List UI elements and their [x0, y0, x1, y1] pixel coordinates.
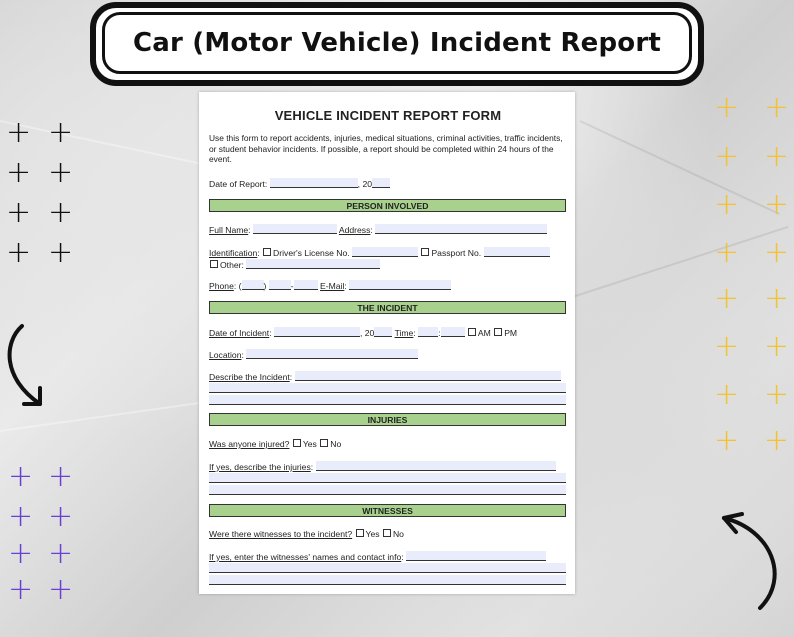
plus-icon: + — [764, 139, 790, 174]
plus-icon: + — [48, 115, 74, 150]
witness-question-row — [209, 529, 404, 539]
phone-prefix-field[interactable] — [269, 280, 291, 290]
pm-checkbox[interactable] — [494, 328, 502, 336]
plus-icon: + — [6, 155, 32, 190]
plus-icon: + — [6, 115, 32, 150]
am-label: AM — [477, 328, 491, 338]
am-checkbox[interactable] — [468, 328, 476, 336]
email-field[interactable] — [349, 280, 451, 290]
other-id-row — [209, 259, 380, 270]
witness-no-label: No — [392, 529, 404, 539]
plus-icon: + — [8, 459, 34, 494]
injuries-describe-field[interactable] — [316, 461, 556, 471]
injured-yes-checkbox[interactable] — [293, 439, 301, 447]
plus-icon: + — [764, 187, 790, 222]
plus-icon: + — [764, 329, 790, 364]
location-label: Location — [209, 350, 242, 360]
location-row: Location: — [209, 349, 418, 360]
paper-crease — [580, 120, 780, 215]
injured-no-checkbox[interactable] — [320, 439, 328, 447]
pm-label: PM — [504, 328, 518, 338]
email-label: E-Mail — [320, 281, 345, 291]
plus-icon: + — [714, 377, 740, 412]
describe-incident-label: Describe the Incident — [209, 372, 290, 382]
phone-open: : ( — [233, 281, 242, 291]
plus-icon: + — [714, 235, 740, 270]
date-of-report-row — [209, 178, 390, 189]
plus-icon: + — [48, 155, 74, 190]
curved-arrow-icon — [0, 320, 60, 415]
date-of-incident-label: Date of Incident — [209, 328, 270, 338]
plus-icon: + — [714, 90, 740, 125]
witness-names-field[interactable] — [406, 551, 546, 561]
address-label: Address — [338, 225, 371, 235]
phone-label: Phone — [209, 281, 234, 291]
identification-row: Identification: Driver's License No. Passport No. — [209, 247, 550, 258]
date-of-report-label: Date of Report: — [209, 179, 268, 189]
plus-icon: + — [764, 423, 790, 458]
location-field[interactable] — [246, 349, 418, 359]
other-id-checkbox[interactable] — [210, 260, 218, 268]
incident-year-prefix: , 20 — [359, 328, 375, 338]
phone-close: ) — [263, 281, 267, 291]
curved-arrow-icon — [712, 508, 787, 613]
date-of-report-year-field[interactable] — [372, 178, 390, 188]
form-intro: Use this form to report accidents, injuries, medical situations, criminal activities, traffic incidents, or student behavior incidents. If possible, a report should be completed within 24 hours of the event. — [209, 133, 563, 164]
phone-dash: - — [290, 281, 294, 291]
plus-icon: + — [714, 423, 740, 458]
full-name-field[interactable] — [253, 224, 337, 234]
injured-yes-label: Yes — [302, 439, 317, 449]
phone-line-field[interactable] — [294, 280, 318, 290]
full-name-label: Full Name — [209, 225, 249, 235]
section-injuries: INJURIES — [209, 413, 566, 426]
incident-date-time-row: Date of Incident: , 20 Time: : AM PM — [209, 328, 518, 338]
drivers-license-checkbox[interactable] — [263, 248, 271, 256]
injured-no-label: No — [330, 439, 342, 449]
passport-field[interactable] — [484, 247, 550, 257]
plus-icon: + — [764, 235, 790, 270]
banner-title: Car (Motor Vehicle) Incident Report — [132, 28, 662, 58]
address-field[interactable] — [375, 224, 547, 234]
witness-yes-label: Yes — [365, 529, 380, 539]
injuries-describe-row: If yes, describe the injuries: — [209, 461, 556, 472]
date-of-incident-field[interactable] — [274, 327, 360, 337]
plus-icon: + — [48, 536, 74, 571]
incident-year-field[interactable] — [374, 327, 392, 337]
plus-icon: + — [8, 536, 34, 571]
time-minute-field[interactable] — [441, 327, 465, 337]
witness-names-line[interactable] — [209, 575, 566, 585]
witness-names-row: If yes, enter the witnesses' names and contact info: — [209, 551, 546, 562]
plus-icon: + — [48, 459, 74, 494]
date-of-report-field[interactable] — [270, 178, 358, 188]
passport-label: Passport No. — [431, 248, 482, 258]
describe-incident-field[interactable] — [295, 371, 561, 381]
plus-icon: + — [764, 377, 790, 412]
witness-yes-checkbox[interactable] — [356, 529, 364, 537]
injured-question-row — [209, 439, 341, 449]
name-address-row: Full Name: Address: — [209, 224, 547, 235]
injuries-describe-line[interactable] — [209, 473, 566, 483]
title-banner-inner — [102, 12, 692, 74]
other-id-field[interactable] — [246, 259, 380, 269]
section-the-incident: THE INCIDENT — [209, 301, 566, 314]
plus-icon: + — [714, 281, 740, 316]
plus-icon: + — [6, 235, 32, 270]
injuries-describe-label: If yes, describe the injuries — [209, 462, 311, 472]
plus-icon: + — [764, 281, 790, 316]
passport-checkbox[interactable] — [421, 248, 429, 256]
plus-icon: + — [8, 499, 34, 534]
witness-no-checkbox[interactable] — [383, 529, 391, 537]
plus-icon: + — [48, 195, 74, 230]
incident-form-sheet — [199, 92, 575, 594]
plus-icon: + — [714, 139, 740, 174]
drivers-license-field[interactable] — [352, 247, 418, 257]
describe-incident-line[interactable] — [209, 383, 566, 393]
plus-icon: + — [714, 187, 740, 222]
title-banner — [90, 2, 704, 86]
plus-icon: + — [764, 90, 790, 125]
other-id-label: Other: — [220, 260, 244, 270]
describe-incident-line[interactable] — [209, 395, 566, 405]
plus-icon: + — [48, 499, 74, 534]
injuries-describe-line[interactable] — [209, 485, 566, 495]
witness-question-label: Were there witnesses to the incident? — [209, 529, 353, 539]
drivers-license-label: Driver's License No. — [273, 248, 350, 258]
date-of-report-year-prefix: , 20 — [357, 179, 373, 189]
section-witnesses: WITNESSES — [209, 504, 566, 517]
time-label: Time — [394, 328, 414, 338]
injured-question-label: Was anyone injured? — [209, 439, 290, 449]
form-title: VEHICLE INCIDENT REPORT FORM — [274, 108, 502, 123]
plus-icon: + — [8, 572, 34, 607]
plus-icon: + — [48, 235, 74, 270]
plus-icon: + — [6, 195, 32, 230]
plus-icon: + — [714, 329, 740, 364]
paper-crease — [560, 226, 789, 302]
witness-names-line[interactable] — [209, 563, 566, 573]
section-person-involved: PERSON INVOLVED — [209, 199, 566, 212]
witness-names-label: If yes, enter the witnesses' names and contact info — [209, 552, 402, 562]
phone-email-row: Phone: ( ) - E-Mail: — [209, 280, 451, 291]
phone-area-code-field[interactable] — [242, 280, 264, 290]
time-hour-field[interactable] — [418, 327, 438, 337]
identification-label: Identification — [209, 248, 258, 258]
describe-incident-row: Describe the Incident: — [209, 371, 561, 382]
plus-icon: + — [48, 572, 74, 607]
